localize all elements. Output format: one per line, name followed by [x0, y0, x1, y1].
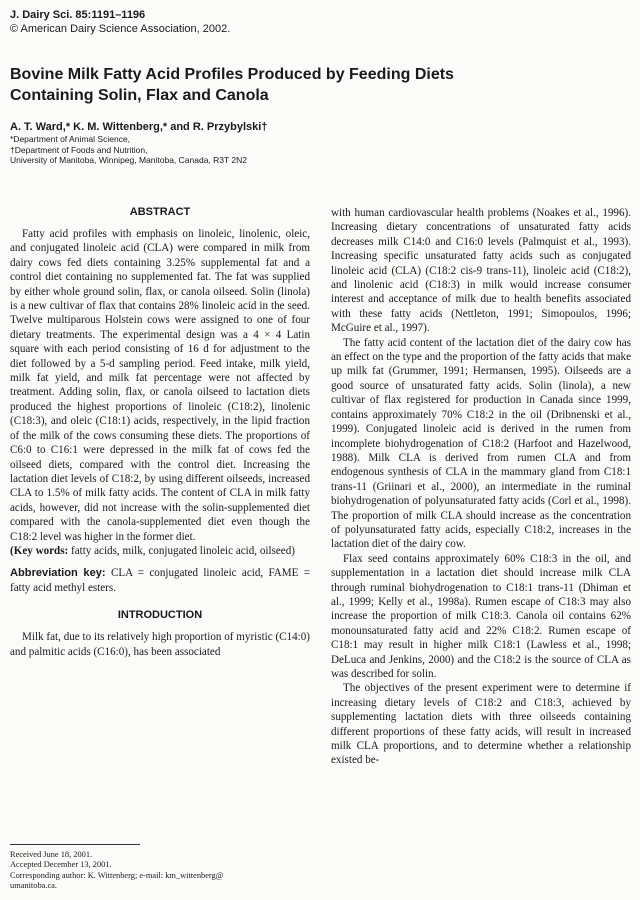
- footnotes: [10, 850, 310, 892]
- keywords-text: fatty acids, milk, conjugated linoleic acid, oilseed): [71, 544, 295, 557]
- introduction-heading: INTRODUCTION: [117, 609, 203, 622]
- intro-paragraph-start: Milk fat, due to its relatively high proportion of myristic (C14:0) and palmitic acids (C16:0), has been associated: [10, 631, 310, 658]
- journal-header: [10, 8, 230, 36]
- footnote-corresponding: Corresponding author: K. Wittenberg; e-mail: km_wittenberg@: [10, 870, 224, 880]
- abbreviation-text: CLA = conjugated linoleic acid, FAME = fatty acid methyl esters.: [10, 567, 311, 594]
- affiliation-line: *Department of Animal Science,: [10, 134, 131, 144]
- paper-title: [10, 64, 530, 106]
- title-line-2: Containing Solin, Flax and Canola: [10, 87, 269, 104]
- affiliation-line: †Department of Foods and Nutrition,: [10, 144, 148, 155]
- affiliation-line: University of Manitoba, Winnipeg, Manitoba, Canada, R3T 2N2: [10, 155, 248, 165]
- copyright-line: © American Dairy Science Association, 2002.: [10, 23, 231, 35]
- journal-citation: J. Dairy Sci. 85:1191–1196: [10, 9, 146, 21]
- footnote-received: Received June 18, 2001.: [10, 850, 93, 859]
- footnote-email-domain: umanitoba.ca.: [10, 881, 57, 891]
- right-column: [331, 206, 631, 768]
- intro-paragraph-4: The objectives of the present experiment were to determine if increasing dietary levels of C18:2 and C18:3, achieved by supplementing lactation diets with three oilseeds containing different proportions of these fatty acids, will result in increased milk CLA proportions, and to determine whether a relationship existed be-: [331, 682, 631, 767]
- left-column: [10, 206, 310, 659]
- intro-paragraph-3: Flax seed contains approximately 60% C18:3 in the oil, and supplementation in a lactation diet should increase milk CLA through ruminal biohydrogenation to C18:1 trans-11 (Dhiman et al., 1999; Kelly et al., 1998a). Rumen escape of C18:3 may also increase the proportion of milk C18:3. Canola oil contains 62% monounsaturated fatty acid and 22% C18:2. Rumen escape of C18:1 may result in higher milk C18:1 (Lawless et al., 1998; DeLuca and Jenkins, 2000) and the C18:2 is the source of CLA as was described for solin.: [331, 552, 631, 680]
- title-line-1: Bovine Milk Fatty Acid Profiles Produced by Feeding Diets: [10, 66, 454, 83]
- abstract-text: Fatty acid profiles with emphasis on linoleic, linolenic, oleic, and conjugated linoleic acid (CLA) were compared in milk from dairy cows fed diets containing 3.25% supplemental fat and a control diet containing no supplemented fat. The fat was supplied by either whole ground solin, flax, or canola oilseed. Solin (linola) is a new cultivar of flax that contains 28% linoleic acid in the seed. Twelve multiparous Holstein cows were assigned to one of four dietary treatments. The experimental design was a 4 × 4 Latin square with each period consisting of 16 d for adjustment to the diet followed by a 5-d sampling period. Feed intake, milk yield, milk fat yield, and milk fat percentage were not affected by treatment. Adding solin, flax, or canola oilseed to lactation diets produced the highest proportions of linoleic (C18:2), linolenic (C18:3), and oleic (C18:1) acids, respectively, in the lipid fraction of the milk of the cows consuming these diets. The proportions of C6:0 to C16:1 were depressed in the milk fat of cows fed the oilseed diets, compared with the control diet. Increasing the lactation diet levels of C18:2, by using different oilseeds, increased CLA to 1.5% of milk fatty acids. The content of CLA in milk fatty acids, however, did not increase with the solin-supplemented diet compared with the canola-supplemented diet even though the C18:2 level was higher in the former diet.: [10, 228, 310, 543]
- keywords-label: (Key words:: [10, 544, 69, 557]
- abbreviation-label: Abbreviation key:: [10, 567, 106, 580]
- abstract-heading: ABSTRACT: [129, 206, 191, 218]
- author-list: A. T. Ward,* K. M. Wittenberg,* and R. Przybylski†: [10, 121, 268, 133]
- intro-paragraph-2: The fatty acid content of the lactation diet of the dairy cow has an effect on the type and the proportion of the fatty acids that make up milk fat (Grummer, 1991; Hermansen, 1995). Oilseeds are a good source of unsaturated fatty acids. Solin (linola), a new cultivar of flax registered for production in Canada since 1999, contains approximately 70% C18:2 in the oil (Dribnenski et al., 1999). Conjugated linoleic acid is derived in the rumen from incomplete biohydrogenation of C18:2 (Harfoot and Hazelwood, 1988). Milk CLA is derived from rumen CLA and from endogenous synthesis of CLA in the mammary gland from C18:1 trans-11 (Griinari et al., 2000), an intermediate in the ruminal biohydrogenation of polyunsaturated fatty acids (Corl et al., 1998). The proportion of milk CLA should increase as the concentration of polyunsaturated fatty acids, especially C18:2, increases in the lactation diet of the dairy cow.: [331, 336, 631, 551]
- affiliations: [10, 134, 247, 166]
- intro-paragraph-continued: with human cardiovascular health problems (Noakes et al., 1996). Increasing dietary concentrations of unsaturated fatty acids decreases milk C14:0 and C16:0 levels (Palmquist et al., 1993). Increasing specific unsaturated fatty acids such as conjugated linoleic acid (CLA) (C18:2 cis-9 trans-11), linoleic acid (C18:2), and linolenic acid (C18:3) in milk would increase consumer interest and acceptance of milk due to health benefits associated with these fatty acids (Nettleton, 1991; Simopoulos, 1996; McGuire et al., 1997).: [331, 207, 631, 335]
- footnote-rule: [10, 844, 140, 845]
- keywords: [10, 544, 310, 558]
- footnote-accepted: Accepted December 13, 2001.: [10, 860, 112, 870]
- abbreviation-key: [10, 566, 310, 595]
